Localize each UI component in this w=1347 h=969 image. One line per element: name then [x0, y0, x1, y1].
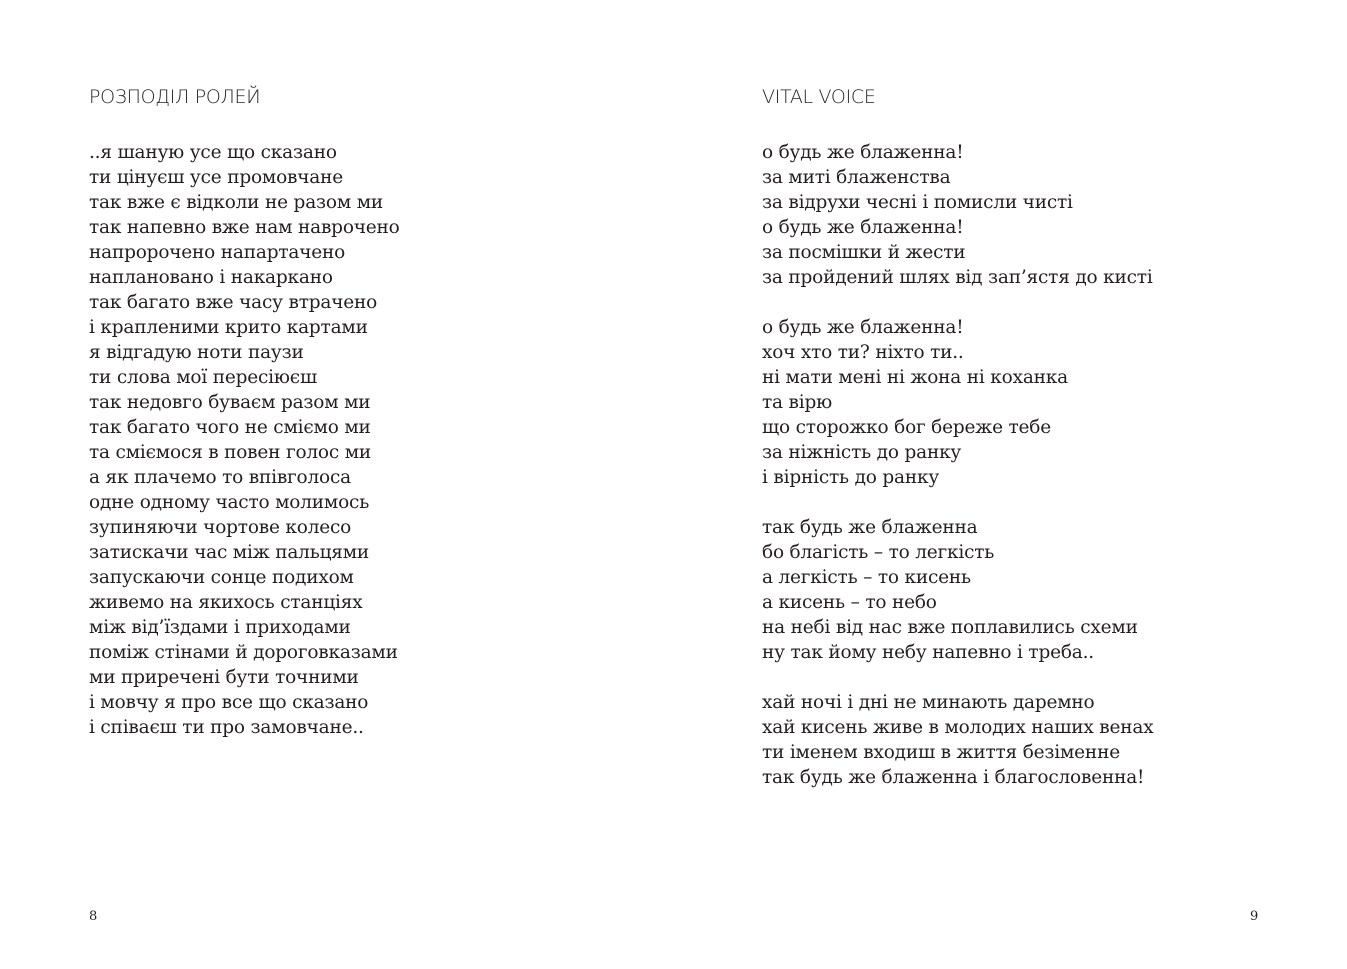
- poem-line: живемо на якихось станціях: [89, 592, 363, 613]
- poem-line: за посмішки й жести: [762, 242, 966, 263]
- poem-line: ти іменем входиш в життя безіменне: [762, 742, 1120, 763]
- poem-line: так багато вже часу втрачено: [89, 292, 378, 313]
- poem-line: за ніжність до ранку: [762, 442, 962, 463]
- poem-line: та сміємося в повен голос ми: [89, 442, 372, 463]
- poem-line: так будь же блаженна: [762, 517, 978, 538]
- poem-line: я відгадую ноти паузи: [89, 342, 304, 363]
- stanza: [762, 690, 1153, 790]
- poem-line: а як плачемо то впівголоса: [89, 467, 351, 488]
- right-poem-body: [762, 140, 1153, 815]
- poem-line: одне одному часто молимось: [89, 492, 370, 513]
- poem-line: ні мати мені ні жона ні коханка: [762, 367, 1068, 388]
- poem-line: хай кисень живе в молодих наших венах: [762, 717, 1154, 738]
- poem-line: і мовчу я про все що сказано: [89, 692, 369, 713]
- poem-line: і вірність до ранку: [762, 467, 940, 488]
- poem-line: а легкість – то кисень: [762, 567, 971, 588]
- poem-line: так багато чого не сміємо ми: [89, 417, 371, 438]
- poem-line: ми приречені бути точними: [89, 667, 359, 688]
- poem-line: зупиняючи чортове колесо: [89, 517, 352, 538]
- poem-line: а кисень – то небо: [762, 592, 937, 613]
- poem-line: за миті блаженства: [762, 167, 951, 188]
- poem-line: ти слова мої пересіюєш: [89, 367, 317, 388]
- stanza: [89, 140, 400, 740]
- poem-line: ти цінуєш усе промовчане: [89, 167, 343, 188]
- poem-line: і крапленими крито картами: [89, 317, 368, 338]
- poem-line: і співаєш ти про замовчане..: [89, 717, 364, 738]
- poem-line: та вірю: [762, 392, 833, 413]
- poem-line: затискачи час між пальцями: [89, 542, 370, 563]
- left-poem-title: РОЗПОДІЛ РОЛЕЙ: [89, 86, 261, 108]
- poem-line: хай ночі і дні не минають даремно: [762, 692, 1095, 713]
- poem-line: що сторожко бог береже тебе: [762, 417, 1051, 438]
- stanza: [762, 315, 1153, 490]
- poem-line: так будь же блаженна і благословенна!: [762, 767, 1145, 788]
- poem-line: хоч хто ти? ніхто ти..: [762, 342, 964, 363]
- poem-line: ..я шаную усе що сказано: [89, 142, 337, 163]
- poem-line: так вже є відколи не разом ми: [89, 192, 384, 213]
- poem-line: так недовго буваєм разом ми: [89, 392, 371, 413]
- poem-line: на небі від нас вже поплавились схеми: [762, 617, 1138, 638]
- poem-line: поміж стінами й дороговказами: [89, 642, 398, 663]
- stanza: [762, 515, 1153, 665]
- page-number-left: 8: [89, 909, 98, 924]
- page-number-right: 9: [1250, 909, 1259, 924]
- poem-line: ну так йому небу напевно і треба..: [762, 642, 1094, 663]
- poem-line: о будь же блаженна!: [762, 217, 964, 238]
- poem-line: запускаючи сонце подихом: [89, 567, 354, 588]
- poem-line: о будь же блаженна!: [762, 142, 964, 163]
- poem-line: наплановано і накаркано: [89, 267, 333, 288]
- poem-line: о будь же блаженна!: [762, 317, 964, 338]
- poem-line: бо благість – то легкість: [762, 542, 995, 563]
- left-poem-body: [89, 140, 400, 765]
- poem-line: напророчено напартачено: [89, 242, 346, 263]
- stanza: [762, 140, 1153, 290]
- poem-line: так напевно вже нам наврочено: [89, 217, 400, 238]
- poem-line: за відрухи чесні і помисли чисті: [762, 192, 1073, 213]
- poem-line: за пройдений шлях від зап’ястя до кисті: [762, 267, 1153, 288]
- poem-line: між від’їздами і приходами: [89, 617, 351, 638]
- right-poem-title: VITAL VOICE: [762, 86, 876, 108]
